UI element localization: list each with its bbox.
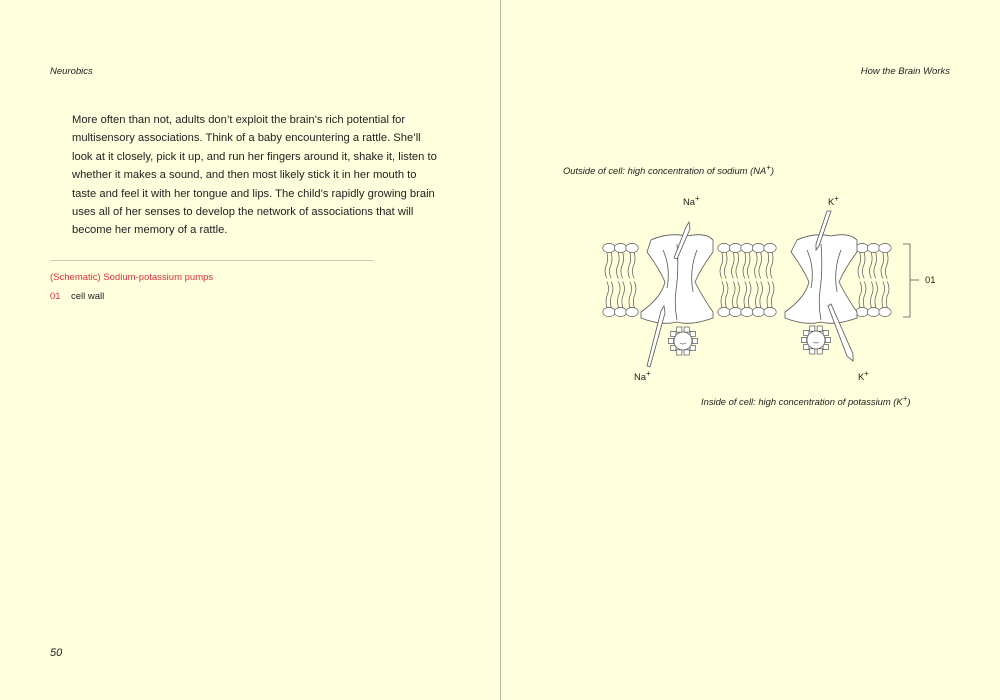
lipid-head xyxy=(729,307,741,316)
lipid-head xyxy=(626,243,638,252)
atp-subunit xyxy=(823,344,828,349)
outside-cell-label-close: ) xyxy=(770,165,775,176)
lipid-tail xyxy=(606,282,609,308)
lipid-tail xyxy=(622,282,625,308)
inside-cell-label-close: ) xyxy=(907,396,911,407)
ion-label-k-top xyxy=(828,196,839,207)
caption-item xyxy=(50,291,104,302)
lipid-tail xyxy=(732,253,735,279)
lipid-tail xyxy=(737,282,740,308)
caption-divider xyxy=(50,260,374,261)
ion-na-bottom-text: Na xyxy=(634,371,646,382)
sodium-potassium-pump-figure xyxy=(501,0,1000,700)
lipid-head xyxy=(741,243,753,252)
lipid-tail xyxy=(610,282,613,308)
lipid-tail xyxy=(632,253,635,279)
pump-right xyxy=(785,235,857,324)
right-page xyxy=(501,0,1000,700)
lipid-tail xyxy=(736,253,739,279)
lipid-tail xyxy=(618,282,621,308)
atp-subunit xyxy=(810,326,815,331)
lipid-head xyxy=(752,243,764,252)
atp-subunit xyxy=(810,349,815,354)
caption-item-label: cell wall xyxy=(71,291,105,302)
atp-subunit xyxy=(677,327,682,332)
callout-label-01: 01 xyxy=(925,274,936,285)
atp-subunit xyxy=(692,338,697,343)
atp-subunit xyxy=(677,350,682,355)
lipid-tail xyxy=(744,282,747,308)
lipid-tail xyxy=(871,282,874,308)
atp-subunit xyxy=(825,337,830,342)
pump-left xyxy=(641,235,713,324)
lipid-tail xyxy=(759,253,762,279)
lipid-tail xyxy=(885,253,888,279)
atp-subunit xyxy=(823,330,828,335)
lipid-head xyxy=(879,243,891,252)
ion-label-k-bottom xyxy=(858,371,869,382)
lipid-tail xyxy=(724,253,727,279)
page-number: 50 xyxy=(50,647,63,659)
atp-subunit xyxy=(690,345,695,350)
atp-subunit xyxy=(671,345,676,350)
atp-subunit xyxy=(684,327,689,332)
atp-subunit xyxy=(804,344,809,349)
lipid-tail xyxy=(875,282,878,308)
lipid-tail xyxy=(858,253,861,279)
inside-cell-label xyxy=(701,396,910,407)
caption-title: (Schematic) Sodium-potassium pumps xyxy=(50,272,214,283)
lipid-head xyxy=(614,243,626,252)
lipid-tail xyxy=(767,282,770,308)
running-head-right: How the Brain Works xyxy=(860,66,950,77)
inside-cell-label-plus: + xyxy=(902,394,908,403)
lipid-tail xyxy=(881,253,884,279)
lipid-head xyxy=(741,307,753,316)
lipid-head xyxy=(729,243,741,252)
ion-label-na-bottom xyxy=(634,371,651,382)
lipid-tail xyxy=(628,253,631,279)
lipid-head xyxy=(867,243,879,252)
atp-subunit xyxy=(684,350,689,355)
lipid-tail xyxy=(720,253,723,279)
atp-subunit xyxy=(690,331,695,336)
caption-item-number: 01 xyxy=(50,291,61,302)
lipid-tail xyxy=(725,282,728,308)
lipid-tail xyxy=(629,282,632,308)
ion-label-na-top xyxy=(683,196,700,207)
lipid-tail xyxy=(621,253,624,279)
lipid-tail xyxy=(617,253,620,279)
lipid-tail xyxy=(859,282,862,308)
lipid-head xyxy=(718,243,730,252)
ion-k-top-text: K xyxy=(828,196,835,207)
lipid-tail xyxy=(748,282,751,308)
lipid-head xyxy=(614,307,626,316)
lipid-tail xyxy=(886,282,889,308)
running-head-left: Neurobics xyxy=(50,66,93,77)
atp-subunit xyxy=(801,337,806,342)
lipid-head xyxy=(718,307,730,316)
lipid-tail xyxy=(870,253,873,279)
lipid-tail xyxy=(760,282,763,308)
body-paragraph xyxy=(72,111,437,240)
lipid-tail xyxy=(609,253,612,279)
lipid-head xyxy=(867,307,879,316)
lipid-tail xyxy=(756,282,759,308)
lipid-head xyxy=(856,307,868,316)
ion-k-bottom-plus: + xyxy=(864,369,869,378)
atp-core xyxy=(674,332,692,350)
inside-cell-label-text: Inside of cell: high concentration of potassium (K xyxy=(701,396,903,407)
lipid-tail xyxy=(771,282,774,308)
lipid-tail xyxy=(874,253,877,279)
lipid-tail xyxy=(770,253,773,279)
callout-bracket xyxy=(903,244,919,317)
lipid-tail xyxy=(863,282,866,308)
atp-core xyxy=(807,331,825,349)
lipid-tail xyxy=(882,282,885,308)
atp-molecule-left xyxy=(668,327,697,355)
lipid-tail xyxy=(755,253,758,279)
atp-subunit xyxy=(671,331,676,336)
atp-subunit xyxy=(668,338,673,343)
atp-subunit xyxy=(804,330,809,335)
lipid-head xyxy=(764,307,776,316)
lipid-tail xyxy=(747,253,750,279)
lipid-head xyxy=(764,243,776,252)
lipid-head xyxy=(752,307,764,316)
outside-cell-label-plus: + xyxy=(766,163,771,172)
lipid-head xyxy=(879,307,891,316)
atp-subunit xyxy=(817,349,822,354)
membrane-diagram xyxy=(501,0,1000,700)
lipid-tail xyxy=(743,253,746,279)
lipid-head xyxy=(626,307,638,316)
lipid-tail xyxy=(605,253,608,279)
ion-k-top-plus: + xyxy=(834,194,839,203)
lipid-tail xyxy=(633,282,636,308)
ion-k-bottom-text: K xyxy=(858,371,865,382)
atp-subunit xyxy=(817,326,822,331)
ion-na-bottom-plus: + xyxy=(645,369,651,378)
lipid-head xyxy=(603,307,615,316)
lipid-head xyxy=(856,243,868,252)
ion-na-top-plus: + xyxy=(694,194,700,203)
lipid-tail xyxy=(766,253,769,279)
lipid-head xyxy=(603,243,615,252)
outside-cell-label-text: Outside of cell: high concentration of sodium (NA xyxy=(563,165,767,176)
lipid-tail xyxy=(721,282,724,308)
ion-na-top-text: Na xyxy=(683,196,695,207)
lipid-tail xyxy=(862,253,865,279)
body-paragraph-text: More often than not, adults don’t exploit the brain’s rich potential for multisensory associations. Think of a baby encountering a rattle. She’ll look at it closely, pick it up, and run her fingers around it, shake it, listen to whether it makes a sound, and then most likely stick it in her mouth to taste and feel it with her tongue and lips. The child’s rapidly growing brain uses all of her senses to develop the network of associations that will become her memory of a rattle. xyxy=(72,114,437,237)
atp-molecule-right xyxy=(801,326,830,354)
lipid-tail xyxy=(733,282,736,308)
